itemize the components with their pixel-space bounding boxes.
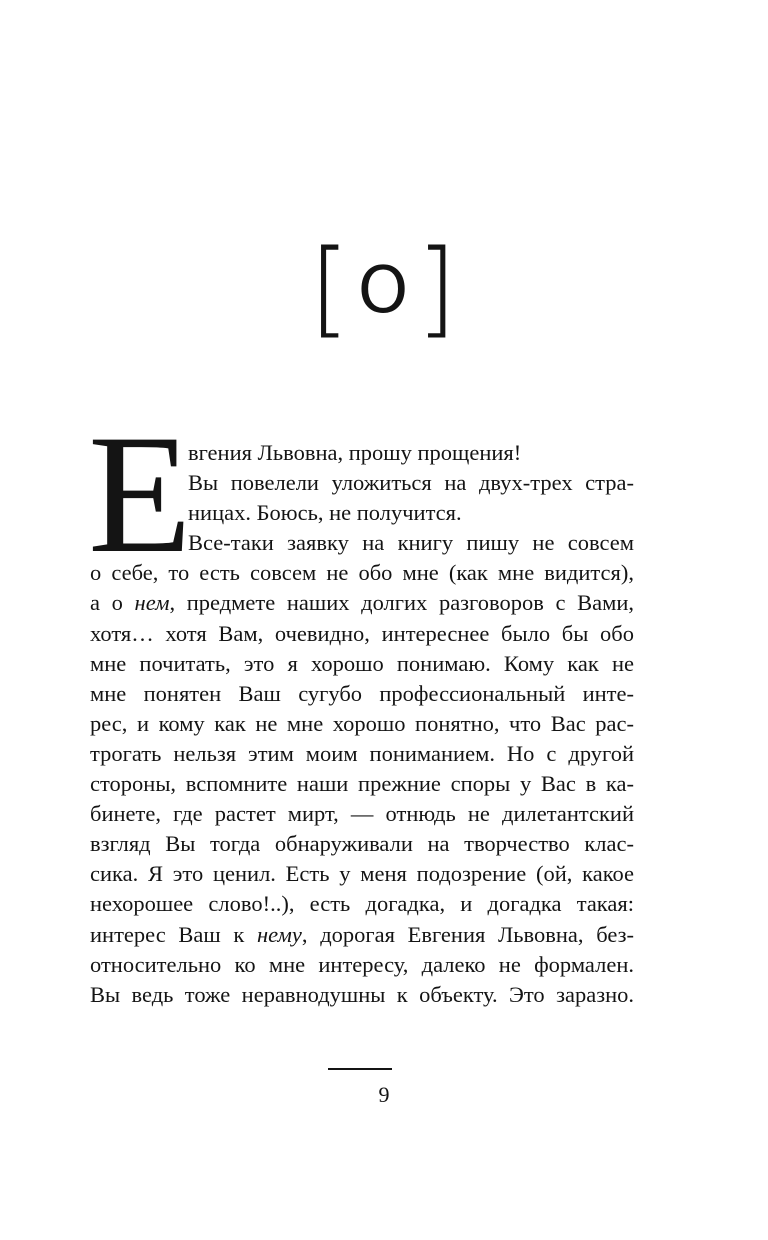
text-line: трогать нельзя этим моим пониманием. Но с другой — [90, 740, 634, 766]
text-line: нехорошее слово!..), есть догадка, и догадка такая: — [90, 891, 634, 917]
text-line: мне почитать, это я хорошо понимаю. Кому как не — [90, 650, 634, 676]
text-line: вгения Львовна, прошу прощения! — [188, 440, 522, 465]
text-fragment: , предмете наших долгих разговоров с Вами, — [169, 590, 634, 616]
emphasis-text: нему — [256, 921, 302, 947]
chapter-heading — [0, 227, 768, 352]
chapter-bracket-open: [ — [309, 227, 352, 349]
text-line — [90, 920, 634, 950]
text-fragment: интерес Ваш к — [90, 921, 257, 947]
text-line: Вы ведь тоже неравнодушны к объекту. Это заразно. — [90, 981, 634, 1007]
text-line: рес, и кому как не мне хорошо понятно, что Вас рас- — [90, 710, 634, 736]
text-line: мне понятен Ваш сугубо профессиональный инте- — [90, 680, 634, 706]
chapter-bracket-close: ] — [416, 227, 459, 349]
text-line: Вы повелели уложиться на двух-трех стра- — [188, 470, 634, 496]
text-fragment: , дорогая Евгения Львовна, без- — [301, 921, 634, 947]
emphasis-text: нем — [134, 590, 170, 616]
chapter-letter: О — [357, 254, 411, 328]
page-number: 9 — [378, 1082, 390, 1107]
text-line: сика. Я это ценил. Есть у меня подозрение (ой, какое — [90, 861, 634, 887]
text-fragment: а о — [90, 590, 135, 616]
text-line: о себе, то есть совсем не обо мне (как мне видится), — [90, 560, 634, 586]
text-line: взгляд Вы тогда обнаруживали на творчество клас- — [90, 831, 634, 857]
drop-cap: Е — [88, 400, 192, 588]
text-line — [90, 588, 634, 618]
text-line: стороны, вспомните наши прежние споры у Вас в ка- — [90, 771, 634, 797]
body-text — [90, 438, 634, 1010]
text-line: ницах. Боюсь, не получится. — [188, 500, 462, 526]
text-line: Все-таки заявку на книгу пишу не совсем — [188, 530, 634, 556]
text-line: относительно ко мне интересу, далеко не формален. — [90, 951, 634, 977]
text-line: хотя… хотя Вам, очевидно, интереснее было бы обо — [90, 620, 634, 646]
footer-rule — [328, 1068, 392, 1070]
text-line: бинете, где растет мирт, — отнюдь не дилетантский — [90, 801, 634, 827]
